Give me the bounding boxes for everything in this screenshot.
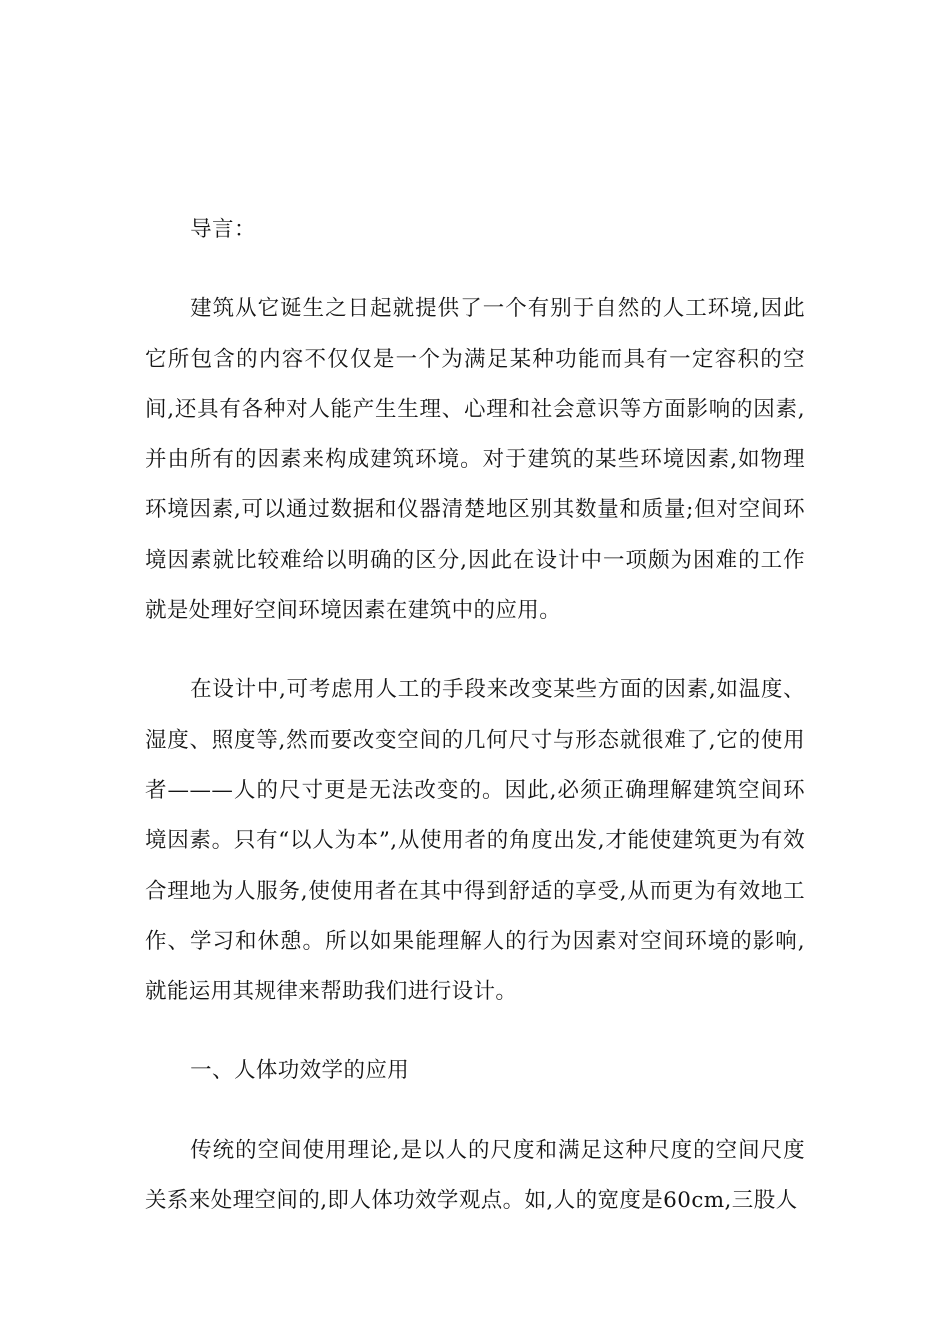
section-heading-1: 一、人体功效学的应用 xyxy=(190,1058,410,1084)
paragraph-3: 传统的空间使用理论,是以人的尺度和满足这种尺度的空间尺度关系来处理空间的,即人体功效学观点。如,人的宽度是60cm,三股人 xyxy=(145,1137,805,1214)
intro-heading: 导言： xyxy=(190,217,256,242)
paragraph-1: 建筑从它诞生之日起就提供了一个有别于自然的人工环境,因此它所包含的内容不仅仅是一个为满足某种功能而具有一定容积的空间,还具有各种对人能产生生理、心理和社会意识等方面影响的因素,并由所有的因素来构成建筑环境。对于建筑的某些环境因素,如物理环境因素,可以通过数据和仪器清楚地区别其数量和质量;但对空间环境因素就比较难给以明确的区分,因此在设计中一项颇为困难的工作就是处理好空间环境因素在建筑中的应用。 xyxy=(145,296,805,624)
document-body xyxy=(145,205,805,1255)
paragraph-2: 在设计中,可考虑用人工的手段来改变某些方面的因素,如温度、湿度、照度等,然而要改变空间的几何尺寸与形态就很难了,它的使用者———人的尺寸更是无法改变的。因此,必须正确理解建筑空间环境因素。只有“以人为本”,从使用者的角度出发,才能使建筑更为有效合理地为人服务,使使用者在其中得到舒适的享受,从而更为有效地工作、学习和休憩。所以如果能理解人的行为因素对空间环境的影响,就能运用其规律来帮助我们进行设计。 xyxy=(145,677,805,1005)
